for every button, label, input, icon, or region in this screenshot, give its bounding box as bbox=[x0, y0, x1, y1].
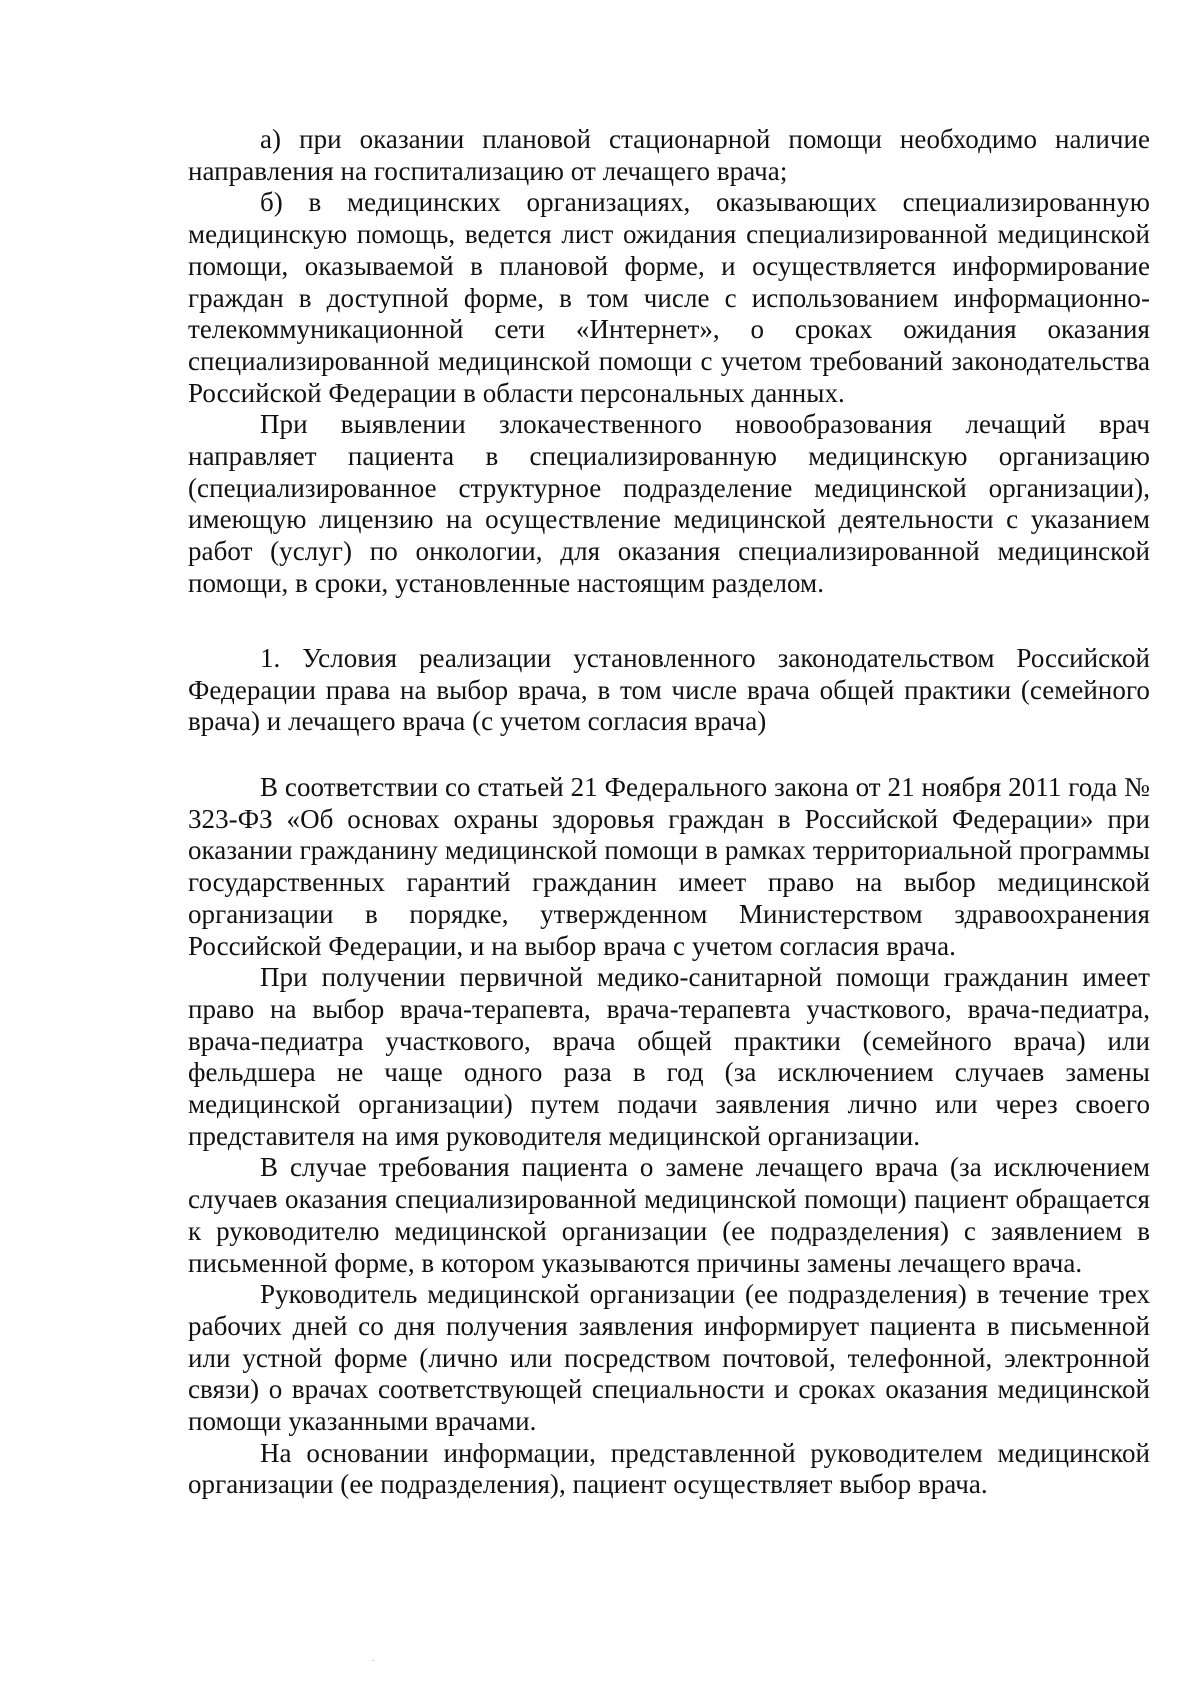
paragraph-doctor-replacement: В случае требования пациента о замене лечащего врача (за исключением случаев оказания специализированной медицинской помощи) пациент обращается к руководителю медицинской организации (ее подразделения) с заявлением в письменной форме, в котором указываются причины замены лечащего врача. bbox=[188, 1152, 1150, 1278]
paragraph-primary-care-choice: При получении первичной медико-санитарной помощи гражданин имеет право на выбор врача-терапевта, врача-терапевта участкового, врача-педиатра, врача-педиатра участкового, врача общей практики (семейного врача) или фельдшера не чаще одного раза в год (за исключением случаев замены медицинской организации) путем подачи заявления лично или через своего представителя на имя руководителя медицинской организации. bbox=[188, 962, 1150, 1151]
paragraph-waiting-list: б) в медицинских организациях, оказывающих специализированную медицинскую помощь, ведется лист ожидания специализированной медицинской помощи, оказываемой в плановой форме, и осуществляется информирование граждан в доступной форме, в том числе с использованием информационно-телекоммуникационной сети «Интернет», о сроках ожидания оказания специализированной медицинской помощи с учетом требований законодательства Российской Федерации в области персональных данных. bbox=[188, 187, 1150, 408]
paragraph-head-informs: Руководитель медицинской организации (ее подразделения) в течение трех рабочих дней со дня получения заявления информирует пациента в письменной или устной форме (лично или посредством почтовой, телефонной, электронной связи) о врачах соответствующей специальности и сроках оказания медицинской помощи указанными врачами. bbox=[188, 1279, 1150, 1437]
section-body bbox=[188, 772, 1150, 1501]
paragraph-oncology-referral: При выявлении злокачественного новообразования лечащий врач направляет пациента в специализированную медицинскую организацию (специализированное структурное подразделение медицинской организации), имеющую лицензию на осуществление медицинской деятельности с указанием работ (услуг) по онкологии, для оказания специализированной медицинской помощи, в сроки, установленные настоящим разделом. bbox=[188, 409, 1150, 598]
intro-section bbox=[188, 124, 1150, 600]
paragraph-federal-law: В соответствии со статьей 21 Федерального закона от 21 ноября 2011 года № 323-ФЗ «Об основах охраны здоровья граждан в Российской Федерации» при оказании гражданину медицинской помощи в рамках территориальной программы государственных гарантий гражданин имеет право на выбор медицинской организации в порядке, утвержденном Министерством здравоохранения Российской Федерации, и на выбор врача с учетом согласия врача. bbox=[188, 772, 1150, 961]
paragraph-planned-inpatient: а) при оказании плановой стационарной помощи необходимо наличие направления на госпитализацию от лечащего врача; bbox=[188, 124, 1150, 186]
scan-artifact bbox=[372, 1660, 374, 1661]
section-heading-block bbox=[188, 643, 1150, 738]
section-heading: 1. Условия реализации установленного законодательством Российской Федерации права на выбор врача, в том числе врача общей практики (семейного врача) и лечащего врача (с учетом согласия врача) bbox=[188, 643, 1150, 737]
paragraph-patient-choice: На основании информации, представленной руководителем медицинской организации (ее подразделения), пациент осуществляет выбор врача. bbox=[188, 1437, 1150, 1500]
